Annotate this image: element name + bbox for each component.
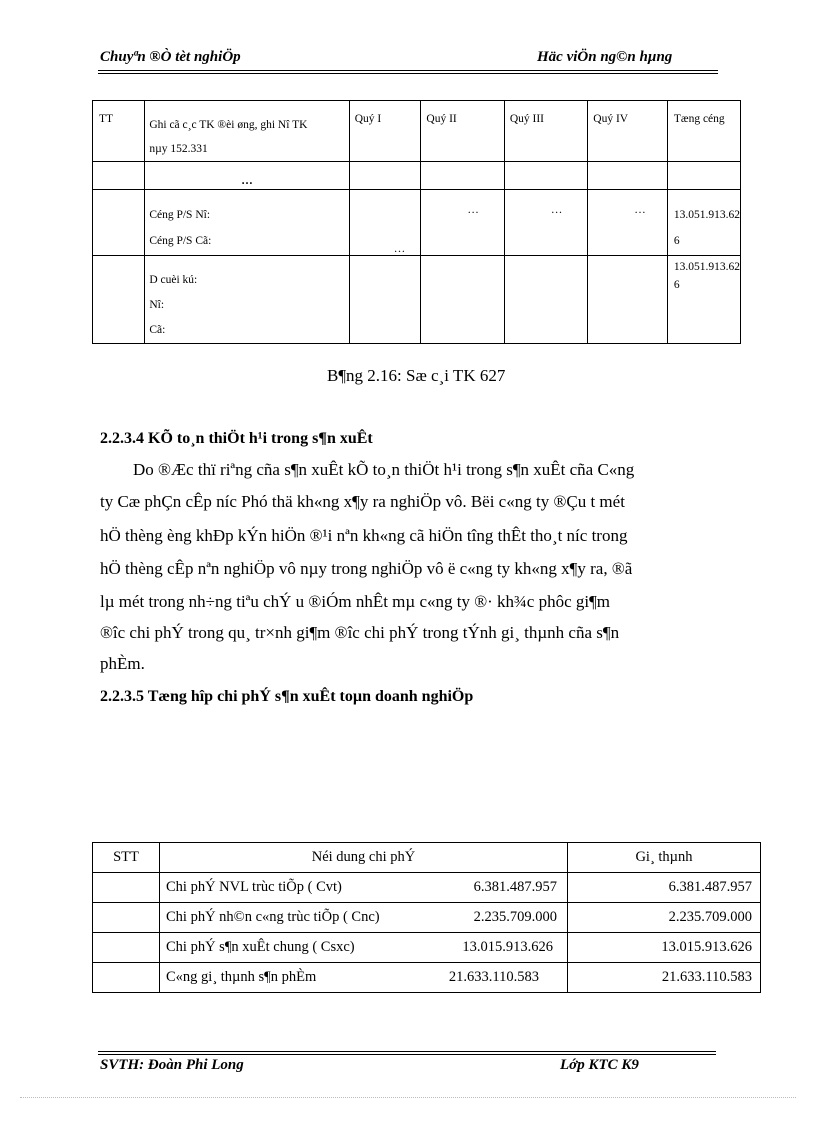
para-line-4: hÖ thèng cÊp nªn nghiÖp vô nµy trong nghiÖp vô ë c«ng ty kh«ng x¶y ra, ®ã — [100, 559, 633, 578]
section-heading-2-2-3-5: 2.2.3.5 Tæng hîp chi phÝ s¶n xuÊt toµn doanh nghiÖp — [100, 688, 474, 705]
table-caption: B¶ng 2.16: Sæ c¸i TK 627 — [327, 366, 506, 385]
table-row — [93, 903, 761, 933]
table-row — [93, 933, 761, 963]
th-tt: TT — [93, 101, 145, 162]
header-right: Häc viÖn ng©n hµng — [537, 49, 673, 65]
th-noi-dung: Néi dung chi phÝ — [160, 843, 568, 873]
th-quy-3: Quý III — [504, 101, 587, 162]
header-rule-2 — [98, 73, 718, 74]
cost-amount: 21.633.110.583 — [448, 969, 539, 985]
footer-right: Lớp KTC K9 — [560, 1057, 639, 1073]
row3-labels: D cuèi kú: Nî: Cã: — [145, 256, 349, 344]
th-quy-1: Quý I — [349, 101, 421, 162]
row2-q1: … — [349, 190, 421, 256]
cost-amount: 13.015.913.626 — [462, 939, 553, 955]
cost-label: Chi phÝ s¶n xuÊt chung ( Csxc) — [166, 939, 355, 955]
th-tong-cong: Tæng céng — [667, 101, 740, 162]
para-line-7: phÈm. — [100, 654, 145, 673]
page-break-line — [20, 1097, 796, 1098]
para-line-1: Do ®Æc thï riªng cña s¶n xuÊt kÕ to¸n thiÖt h¹i trong s¶n xuÊt cña C«ng — [133, 460, 635, 479]
header-left: Chuyªn ®Ò tèt nghiÖp — [100, 49, 241, 65]
th-quy-4: Quý IV — [588, 101, 668, 162]
footer-left: SVTH: Đoàn Phi Long — [100, 1057, 244, 1073]
cost-total: 21.633.110.583 — [568, 963, 761, 993]
table-row — [93, 873, 761, 903]
row1-ellipsis: … — [145, 162, 349, 190]
ledger-table — [92, 100, 741, 344]
cost-label: Chi phÝ NVL trùc tiÕp ( Cvt) — [166, 879, 342, 895]
cost-total: 6.381.487.957 — [568, 873, 761, 903]
header-rule — [98, 70, 718, 71]
row2-labels: Céng P/S Nî: Céng P/S Cã: — [145, 190, 349, 256]
cost-total: 13.015.913.626 — [568, 933, 761, 963]
para-line-5: lµ mét trong nh÷ng tiªu chÝ u ®iÓm nhÊt mµ c«ng ty ®· kh¾c phôc gi¶m — [100, 592, 611, 611]
footer-rule — [98, 1051, 716, 1052]
para-line-6: ®îc chi phÝ trong qu¸ tr×nh gi¶m ®îc chi phÝ trong tÝnh gi¸ thµnh cña s¶n — [100, 623, 620, 642]
footer-rule-2 — [98, 1054, 716, 1055]
para-line-3: hÖ thèng èng khÐp kÝn hiÖn ®¹i nªn kh«ng cã hiÖn tîng thÊt tho¸t níc trong — [100, 526, 628, 545]
section-heading-2-2-3-4: 2.2.3.4 KÕ to¸n thiÖt h¹i trong s¶n xuÊt — [100, 430, 373, 447]
row2-q4: … — [588, 190, 668, 256]
th-gia-thanh: Gi¸ thµnh — [568, 843, 761, 873]
th-ghi-co: Ghi cã c¸c TK ®èi øng, ghi Nî TK nµy 152.331 — [145, 101, 349, 162]
row3-total: 13.051.913.62 6 — [667, 256, 740, 344]
cost-label: Chi phÝ nh©n c«ng trùc tiÕp ( Cnc) — [166, 909, 380, 925]
cost-amount: 6.381.487.957 — [473, 879, 557, 895]
row2-q2: … — [421, 190, 504, 256]
para-line-2: ty Cæ phÇn cÊp níc Phó thä kh«ng x¶y ra nghiÖp vô. Bëi c«ng ty ®Çu t mét — [100, 492, 625, 511]
cost-amount: 2.235.709.000 — [473, 909, 557, 925]
cost-label: C«ng gi¸ thµnh s¶n phÈm — [166, 969, 317, 985]
cost-summary-table — [92, 842, 761, 993]
th-quy-2: Quý II — [421, 101, 504, 162]
table-row — [93, 963, 761, 993]
cost-total: 2.235.709.000 — [568, 903, 761, 933]
row2-q3: … — [504, 190, 587, 256]
row1-tt — [93, 162, 145, 190]
row2-total: 13.051.913.62 6 — [667, 190, 740, 256]
th-stt: STT — [93, 843, 160, 873]
